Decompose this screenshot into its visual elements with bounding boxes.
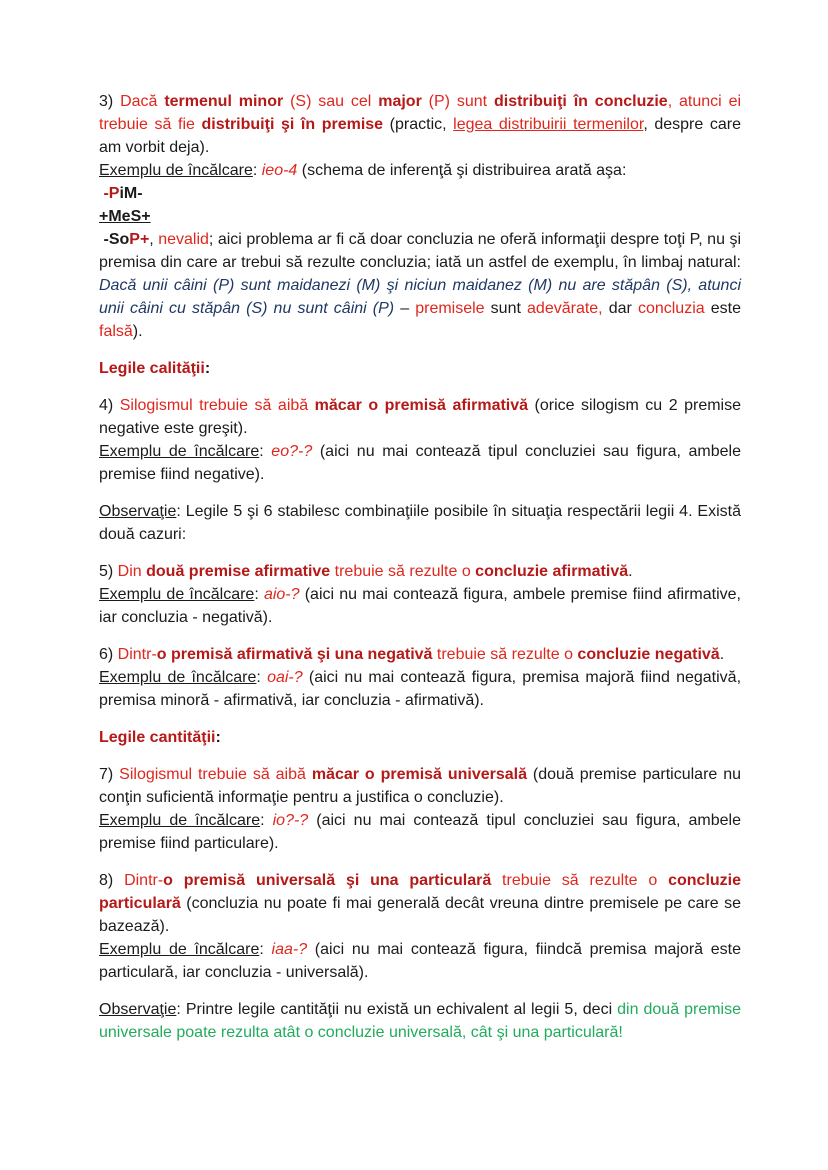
text-run: . <box>628 563 633 580</box>
text-run: falsă <box>99 323 133 340</box>
violation-example-law-8 <box>99 938 741 984</box>
text-run: Legile calităţii <box>99 360 205 377</box>
text-run: (aici nu mai contează tipul concluziei sau figura, ambele premise fiind particulare). <box>99 812 742 852</box>
section-heading-quality-laws <box>99 357 741 380</box>
text-run: (S) sau cel <box>283 93 379 110</box>
text-run: concluzia <box>637 300 705 317</box>
text-run: (aici nu mai contează figura, premisa majoră fiind negativă, premisa minoră - afirmativă, iar concluzia - afirmativă). <box>99 669 742 709</box>
text-run: (P) sunt <box>421 93 494 110</box>
text-run: adevărate, <box>527 300 603 317</box>
text-run: (schema de inferenţă şi distribuirea arată aşa: <box>297 162 627 179</box>
text-run: 7) <box>99 766 120 783</box>
text-run: : <box>254 586 264 603</box>
schema-line-minor-premise <box>99 205 741 228</box>
text-run: este <box>704 300 741 317</box>
law-3-paragraph <box>99 90 741 159</box>
violation-example-law-4 <box>99 440 741 486</box>
text-run: Exemplu de încălcare <box>99 812 261 829</box>
text-run: o premisă afirmativă şi una negativă <box>156 646 433 663</box>
text-run: 3) <box>99 93 121 110</box>
law-5-paragraph <box>99 560 741 583</box>
text-run: P+ <box>129 231 150 248</box>
text-run: : Legile 5 şi 6 stabilesc combinaţiile posibile în situaţia respectării legii 4. Există două cazuri: <box>99 503 741 543</box>
text-run: legea distribuirii termenilor <box>453 116 644 133</box>
text-run: concluzie particulară <box>99 872 742 912</box>
text-run: : <box>259 941 272 958</box>
text-run: : Printre legile cantităţii nu există un echivalent al legii 5, deci <box>176 1001 618 1018</box>
text-run: iaa-? <box>271 941 308 958</box>
text-run: (concluzia nu poate fi mai generală decât vreuna dintre premisele pe care se bazează). <box>99 895 741 935</box>
text-run: Legile cantităţii <box>99 729 216 746</box>
text-run: o premisă universală şi una particulară <box>163 872 492 889</box>
text-run: trebuie să rezulte o <box>432 646 578 663</box>
text-run: major <box>378 93 422 110</box>
text-run: 8) <box>99 872 125 889</box>
text-run: , despre care am vorbit deja). <box>99 116 741 156</box>
text-run: termenul minor <box>164 93 284 110</box>
text-run: Observaţie <box>99 503 177 520</box>
text-run: : <box>215 729 221 746</box>
text-run: : <box>259 443 272 460</box>
text-run: : <box>252 162 262 179</box>
text-run: sunt <box>484 300 528 317</box>
text-run: Exemplu de încălcare <box>99 669 257 686</box>
text-run: 5) <box>99 563 118 580</box>
text-run: – <box>394 300 416 317</box>
law-4-paragraph <box>99 394 741 440</box>
text-run: io?-? <box>272 812 309 829</box>
text-run: ieo-4 <box>261 162 298 179</box>
text-run: : <box>260 812 273 829</box>
text-run: premisele <box>415 300 485 317</box>
violation-example-law-6 <box>99 666 741 712</box>
law-8-paragraph <box>99 869 741 938</box>
text-run: (aici nu mai contează figura, ambele premise fiind afirmative, iar concluzia - negativă). <box>99 586 741 626</box>
text-run: trebuie să rezulte o <box>491 872 669 889</box>
text-run: măcar o premisă universală <box>311 766 528 783</box>
text-run: : <box>256 669 268 686</box>
text-run: măcar o premisă afirmativă <box>314 397 529 414</box>
text-run: , <box>149 231 159 248</box>
text-run: Exemplu de încălcare <box>99 941 260 958</box>
text-run: ; aici problema ar fi că doar concluzia ne oferă informaţii despre toţi P, nu şi premisa din care ar trebui să rezulte concluzia; iată un astfel de exemplu, în limbaj natural: <box>99 231 742 271</box>
observation-laws-5-6 <box>99 500 741 546</box>
observation-quantity-laws <box>99 998 741 1044</box>
text-run: eo?-? <box>271 443 313 460</box>
text-run: Dintr- <box>124 872 164 889</box>
text-run: (orice silogism cu 2 premise negative este greşit). <box>99 397 741 437</box>
text-run: două premise afirmative <box>146 563 331 580</box>
law-7-paragraph <box>99 763 741 809</box>
text-run: Dacă unii câini (P) sunt maidanezi (M) şi niciun maidanez (M) nu are stăpân (S), atunci unii câini cu stăpân (S) nu sunt câini (P) <box>99 277 741 317</box>
text-run: Dintr- <box>117 646 157 663</box>
text-run: Din <box>117 563 147 580</box>
text-run: Silogismul trebuie să aibă <box>119 397 315 414</box>
text-run: Exemplu de încălcare <box>99 443 260 460</box>
text-run: Observaţie <box>99 1001 177 1018</box>
text-run: (practic, <box>383 116 454 133</box>
schema-line-conclusion-and-explanation <box>99 228 741 343</box>
text-run: -So <box>103 231 130 248</box>
schema-line-major-premise <box>99 182 741 205</box>
text-run: 6) <box>99 646 118 663</box>
text-run: -P <box>103 185 120 202</box>
text-run: ). <box>132 323 143 340</box>
text-run: Silogismul trebuie să aibă <box>119 766 312 783</box>
text-run: dar <box>602 300 638 317</box>
text-run: +MeS+ <box>99 208 151 225</box>
violation-example-law-5 <box>99 583 741 629</box>
violation-example-law-3 <box>99 159 741 182</box>
text-run: distribuiţi în concluzie <box>493 93 668 110</box>
text-run: nevalid <box>158 231 209 248</box>
law-6-paragraph <box>99 643 741 666</box>
text-run: trebuie să rezulte o <box>330 563 476 580</box>
text-run: . <box>719 646 725 663</box>
text-run: 4) <box>99 397 120 414</box>
text-run: Exemplu de încălcare <box>99 586 255 603</box>
text-run: iM- <box>119 185 143 202</box>
text-run: oai-? <box>267 669 303 686</box>
text-run: Dacă <box>120 93 165 110</box>
document-body <box>99 90 741 1044</box>
text-run: : <box>204 360 211 377</box>
violation-example-law-7 <box>99 809 741 855</box>
text-run: din două premise universale poate rezulta atât o concluzie universală, cât şi una particulară! <box>99 1001 742 1041</box>
text-run: concluzie negativă <box>577 646 720 663</box>
section-heading-quantity-laws <box>99 726 741 749</box>
text-run: (două premise particulare nu conţin suficientă informaţie pentru a justifica o concluzie). <box>99 766 742 806</box>
text-run: distribuiţi şi în premise <box>201 116 384 133</box>
text-run: (aici nu mai contează tipul concluziei sau figura, ambele premise fiind negative). <box>99 443 742 483</box>
text-run: (aici nu mai contează figura, fiindcă premisa majoră este particulară, iar concluzia - universală). <box>99 941 742 981</box>
text-run: Exemplu de încălcare <box>99 162 253 179</box>
text-run: , atunci ei trebuie să fie <box>99 93 742 133</box>
text-run: concluzie afirmativă <box>475 563 629 580</box>
text-run: aio-? <box>263 586 300 603</box>
